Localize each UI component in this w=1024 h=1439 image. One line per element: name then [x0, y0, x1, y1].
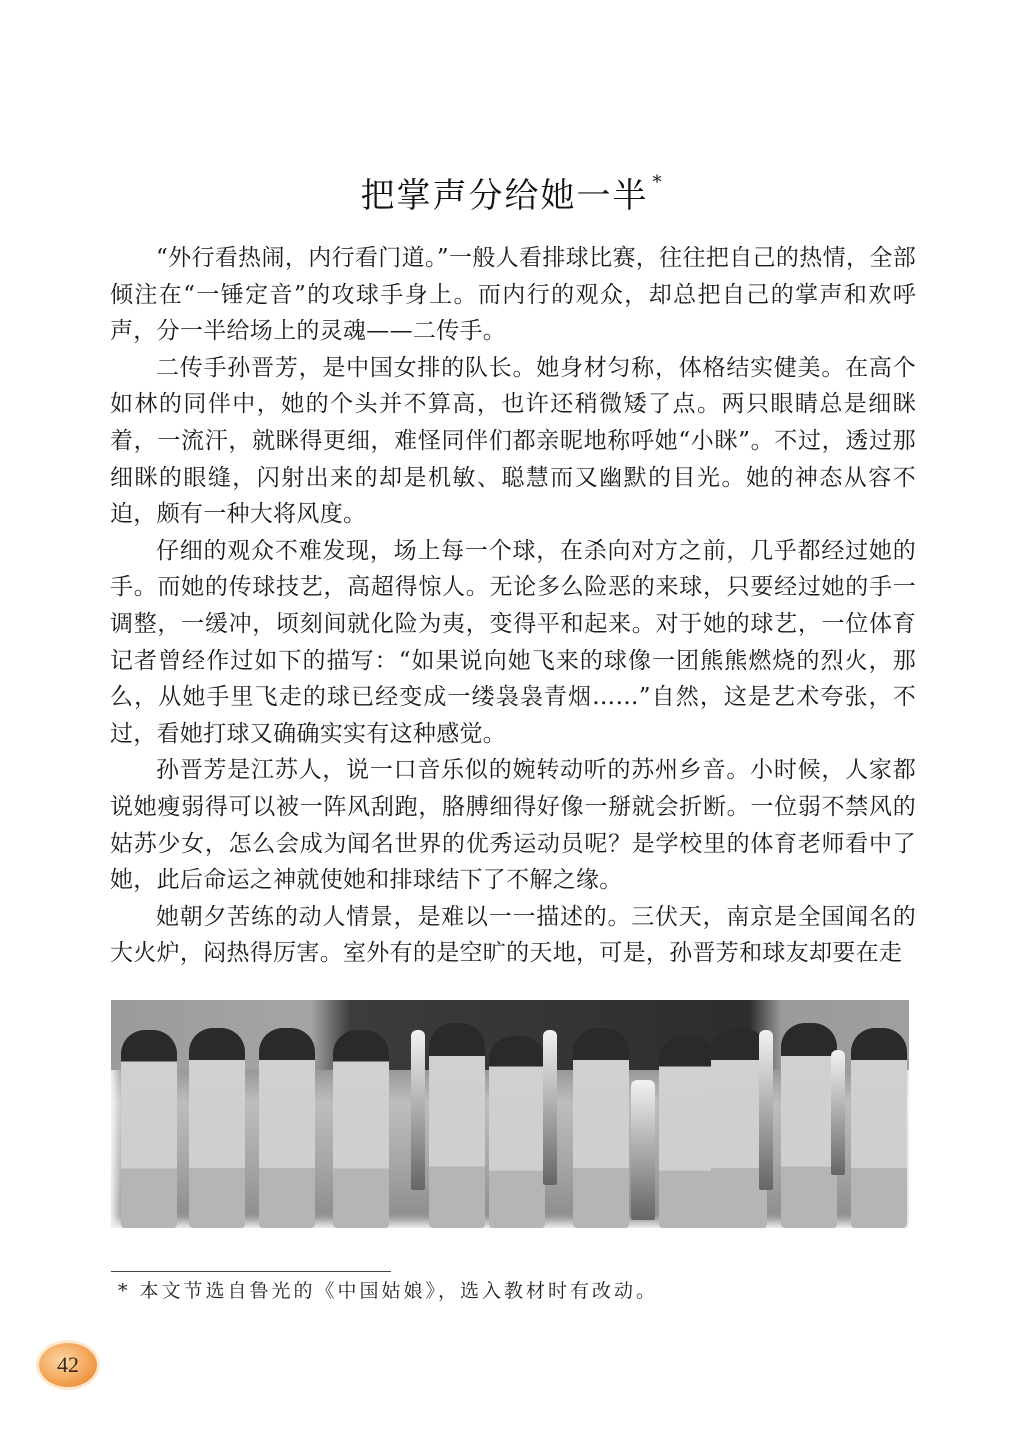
photo-person — [189, 1028, 245, 1228]
team-photo — [111, 1000, 909, 1228]
page-number: 42 — [57, 1352, 79, 1377]
photo-person — [659, 1036, 715, 1228]
article-title — [0, 168, 1024, 217]
footnote: * 本文节选自鲁光的《中国姑娘》，选入教材时有改动。 — [118, 1280, 659, 1302]
paragraph: “外行看热闹，内行看门道。”一般人看排球比赛，往往把自己的热情，全部倾注在“一锤定音”的攻球手身上。而内行的观众，却总把自己的掌声和欢呼声，分一半给场上的灵魂——二传手。 — [110, 245, 916, 345]
title-footnote-mark: * — [652, 172, 664, 193]
photo-person — [573, 1028, 629, 1228]
trophy-icon — [411, 1030, 425, 1190]
photo-person — [851, 1028, 907, 1228]
photo-person — [333, 1030, 389, 1228]
photo-person — [121, 1030, 177, 1228]
footnote-divider — [111, 1271, 391, 1272]
photo-person — [429, 1023, 485, 1228]
photo-person — [259, 1028, 315, 1228]
paragraph: 二传手孙晋芳，是中国女排的队长。她身材匀称，体格结实健美。在高个如林的同伴中，她的个头并不算高，也许还稍微矮了点。两只眼睛总是细眯着，一流汗，就眯得更细，难怪同伴们都亲昵地称呼她“小眯”。不过，透过那细眯的眼缝，闪射出来的却是机敏、聪慧而又幽默的目光。她的神态从容不迫，颇有一种大将风度。 — [110, 354, 916, 528]
article-body — [110, 240, 916, 972]
title-text: 把掌声分给她一半 — [360, 176, 649, 216]
photo-person — [489, 1036, 545, 1228]
trophy-icon — [543, 1030, 557, 1185]
paragraph: 仔细的观众不难发现，场上每一个球，在杀向对方之前，几乎都经过她的手。而她的传球技艺，高超得惊人。无论多么险恶的来球，只要经过她的手一调整，一缓冲，顷刻间就化险为夷，变得平和起来。对于她的球艺，一位体育记者曾经作过如下的描写：“如果说向她飞来的球像一团熊熊燃烧的烈火，那么，从她手里飞走的球已经变成一缕袅袅青烟……”自然，这是艺术夸张，不过，看她打球又确确实实有这种感觉。 — [110, 537, 916, 747]
paragraph: 她朝夕苦练的动人情景，是难以一一描述的。三伏天，南京是全国闻名的大火炉，闷热得厉害。室外有的是空旷的天地，可是，孙晋芳和球友却要在走 — [110, 903, 916, 967]
photo-person — [781, 1023, 837, 1228]
trophy-icon — [759, 1030, 773, 1190]
page-number-badge — [39, 1343, 97, 1387]
trophy-cup-icon — [631, 1080, 655, 1220]
trophy-icon — [831, 1050, 845, 1175]
paragraph: 孙晋芳是江苏人，说一口音乐似的婉转动听的苏州乡音。小时候，人家都说她瘦弱得可以被一阵风刮跑，胳膊细得好像一掰就会折断。一位弱不禁风的姑苏少女，怎么会成为闻名世界的优秀运动员呢？是学校里的体育老师看中了她，此后命运之神就使她和排球结下了不解之缘。 — [110, 757, 916, 894]
